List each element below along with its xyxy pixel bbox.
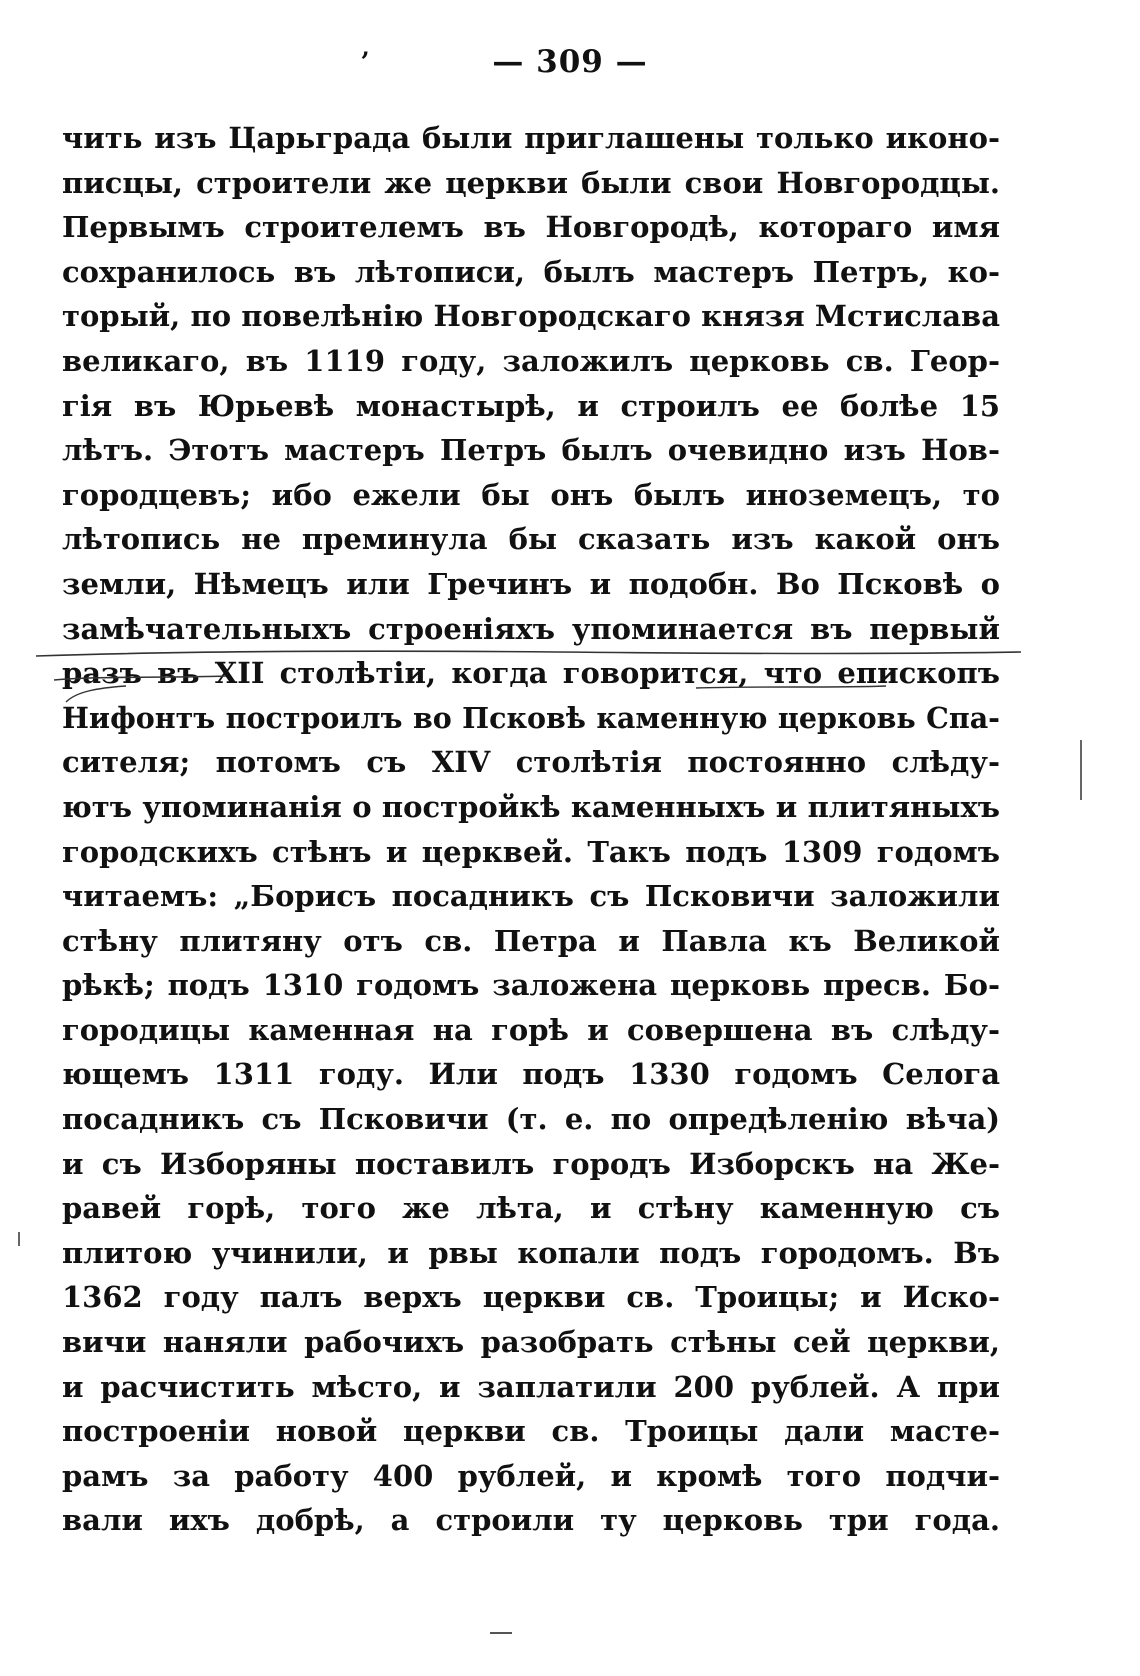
text-line-32: вали ихъ добрѣ, а строили ту церковь три года. [62,1503,1000,1538]
text-line-5: торый, по повелѣнію Новгородскаго князя Мстислава [62,299,1000,334]
text-line-18: читаемъ: „Борисъ посадникъ съ Псковичи заложили [62,879,1000,914]
page-number: — 309 — [492,44,648,80]
scan-edge-mark-right [1080,740,1082,800]
text-line-30: построеніи новой церкви св. Троицы дали масте- [62,1414,1000,1449]
text-line-15: сителя; потомъ съ XIV столѣтія постоянно слѣду- [62,745,1000,780]
scan-edge-mark-left [18,1232,20,1246]
text-line-21: городицы каменная на горѣ и совершена въ слѣду- [62,1012,1000,1047]
ink-tick-mark: ʼ [360,48,371,78]
text-line-27: 1362 году палъ верхъ церкви св. Троицы; и Иско- [62,1280,1000,1315]
page-header [0,44,1140,80]
text-line-20: рѣкѣ; подъ 1310 годомъ заложена церковь пресв. Бо- [62,968,1000,1003]
text-line-7: гія въ Юрьевѣ монастырѣ, и строилъ ее болѣе 15 [62,388,1000,423]
text-line-24: и съ Изборяны поставилъ городъ Изборскъ на Же- [62,1146,1000,1181]
text-line-10: лѣтопись не преминула бы сказать изъ какой онъ [62,522,1000,557]
text-line-14: Нифонтъ построилъ во Псковѣ каменную церковь Спа- [62,700,1000,735]
text-line-26: плитою учинили, и рвы копали подъ городомъ. Въ [62,1235,1000,1270]
text-line-25: равей горѣ, того же лѣта, и стѣну каменную съ [62,1191,1000,1226]
text-line-17: городскихъ стѣнъ и церквей. Такъ подъ 1309 годомъ [62,834,1000,869]
text-line-2: писцы, строители же церкви были свои Новгородцы. [62,165,1000,200]
text-line-23: посадникъ съ Псковичи (т. е. по опредѣленію вѣча) [62,1102,1000,1137]
text-line-9: городцевъ; ибо ежели бы онъ былъ иноземецъ, то [62,477,1000,512]
text-line-3: Первымъ строителемъ въ Новгородѣ, котораго имя [62,210,1000,245]
footer-dash [490,1632,512,1634]
text-line-31: рамъ за работу 400 рублей, и кромѣ того подчи- [62,1458,1000,1493]
text-line-6: великаго, въ 1119 году, заложилъ церковь св. Геор- [62,343,1000,378]
text-line-22: ющемъ 1311 году. Или подъ 1330 годомъ Селога [62,1057,1000,1092]
text-line-8: лѣтъ. Этотъ мастеръ Петръ былъ очевидно изъ Нов- [62,433,1000,468]
text-line-13: разъ въ XII столѣтіи, когда говорится, что епископъ [62,656,1000,691]
body-text [62,116,1000,1543]
text-line-28: вичи наняли рабочихъ разобрать стѣны сей церкви, [62,1325,1000,1360]
text-line-16: ютъ упоминанія о постройкѣ каменныхъ и плитяныхъ [62,789,1000,824]
text-line-29: и расчистить мѣсто, и заплатили 200 рублей. А при [62,1369,1000,1404]
text-line-1: чить изъ Царьграда были приглашены только иконо- [62,121,1000,155]
text-line-12: замѣчательныхъ строеніяхъ упоминается въ первый [62,611,1000,646]
text-line-11: земли, Нѣмецъ или Гречинъ и подобн. Во Псковѣ о [62,566,1000,601]
text-line-4: сохранилось въ лѣтописи, былъ мастеръ Петръ, ко- [62,254,1000,289]
text-line-19: стѣну плитяну отъ св. Петра и Павла къ Великой [62,923,1000,958]
